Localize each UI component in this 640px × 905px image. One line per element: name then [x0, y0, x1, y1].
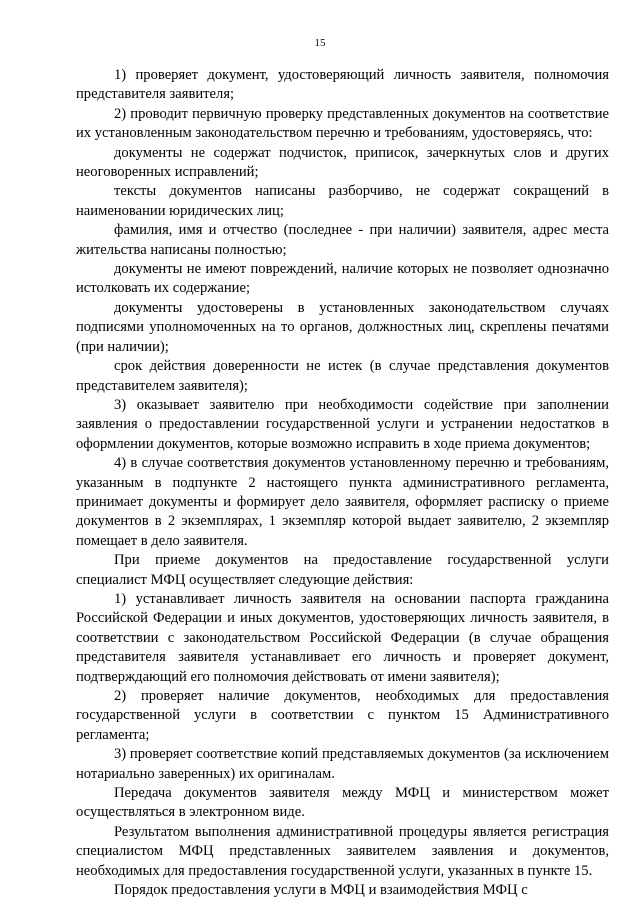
paragraph-no-erasures: документы не содержат подчисток, приписок, зачеркнутых слов и других неоговоренных исправлений;: [76, 144, 609, 181]
document-body: [76, 66, 609, 900]
paragraph-establish-identity: 1) устанавливает личность заявителя на основании паспорта гражданина Российской Федерации и иных документов, удостоверяющих личность заявителя, в соответствии с законодательством Российской Федерации (в случае обращения представителя заявителя устанавливает его личность и проверяет документ, подтверждающий его полномочия действовать от имени заявителя);: [76, 590, 609, 685]
paragraph-electronic-transfer: Передача документов заявителя между МФЦ и министерством может осуществляться в электронном виде.: [76, 785, 609, 821]
paragraph-full-name-address: фамилия, имя и отчество (последнее - при наличии) заявителя, адрес места жительства написаны полностью;: [76, 222, 609, 258]
paragraph-check-required-documents: 2) проверяет наличие документов, необходимых для предоставления государственной услуги в соответствии с пунктом 15 Административного регламента;: [76, 688, 609, 743]
paragraph-no-damage: документы не имеют повреждений, наличие которых не позволяет однозначно истолковать их содержание;: [76, 261, 609, 297]
paragraph-initial-document-check: 2) проводит первичную проверку представленных документов на соответствие их установленным законодательством перечню и требованиям, удостоверяясь, что:: [76, 105, 609, 142]
paragraph-certified-documents: документы удостоверены в установленных законодательством случаях подписями уполномоченных на то органов, должностных лиц, скреплены печатями (при наличии);: [76, 299, 609, 355]
paragraph-legible-text: тексты документов написаны разборчиво, не содержат сокращений в наименовании юридических лиц;: [76, 183, 609, 219]
page-number: 15: [314, 37, 326, 49]
paragraph-accept-documents: 4) в случае соответствия документов установленному перечню и требованиям, указанным в подпункте 2 настоящего пункта административного регламента, принимает документы и формирует дело заявителя, оформляет расписку о приеме документов в 2 экземплярах, 1 экземпляр которой выдает заявителю, 2 экземпляр помещает в дело заявителя.: [76, 455, 609, 549]
paragraph-assistance: 3) оказывает заявителю при необходимости содействие при заполнении заявления о предоставлении государственной услуги и устранении недостатков в оформлении документов, которые возможно исправить в ходе приема документов;: [76, 396, 609, 452]
paragraph-power-of-attorney-validity: срок действия доверенности не истек (в случае представления документов представителем заявителя);: [76, 358, 609, 394]
paragraph-mfc-procedure: Порядок предоставления услуги в МФЦ и взаимодействия МФЦ с: [114, 882, 528, 899]
paragraph-mfc-actions-intro: При приеме документов на предоставление государственной услуги специалист МФЦ осуществляет следующие действия:: [76, 552, 609, 588]
paragraph-check-copies: 3) проверяет соответствие копий представляемых документов (за исключением нотариально заверенных) их оригиналам.: [76, 746, 609, 782]
paragraph-applicant-identity-check: 1) проверяет документ, удостоверяющий личность заявителя, полномочия представителя заявителя;: [76, 67, 609, 103]
paragraph-procedure-result: Результатом выполнения административной процедуры является регистрация специалистом МФЦ представленных заявителем заявления и документов, необходимых для предоставления государственной услуги, указанных в пункте 15.: [76, 823, 609, 879]
